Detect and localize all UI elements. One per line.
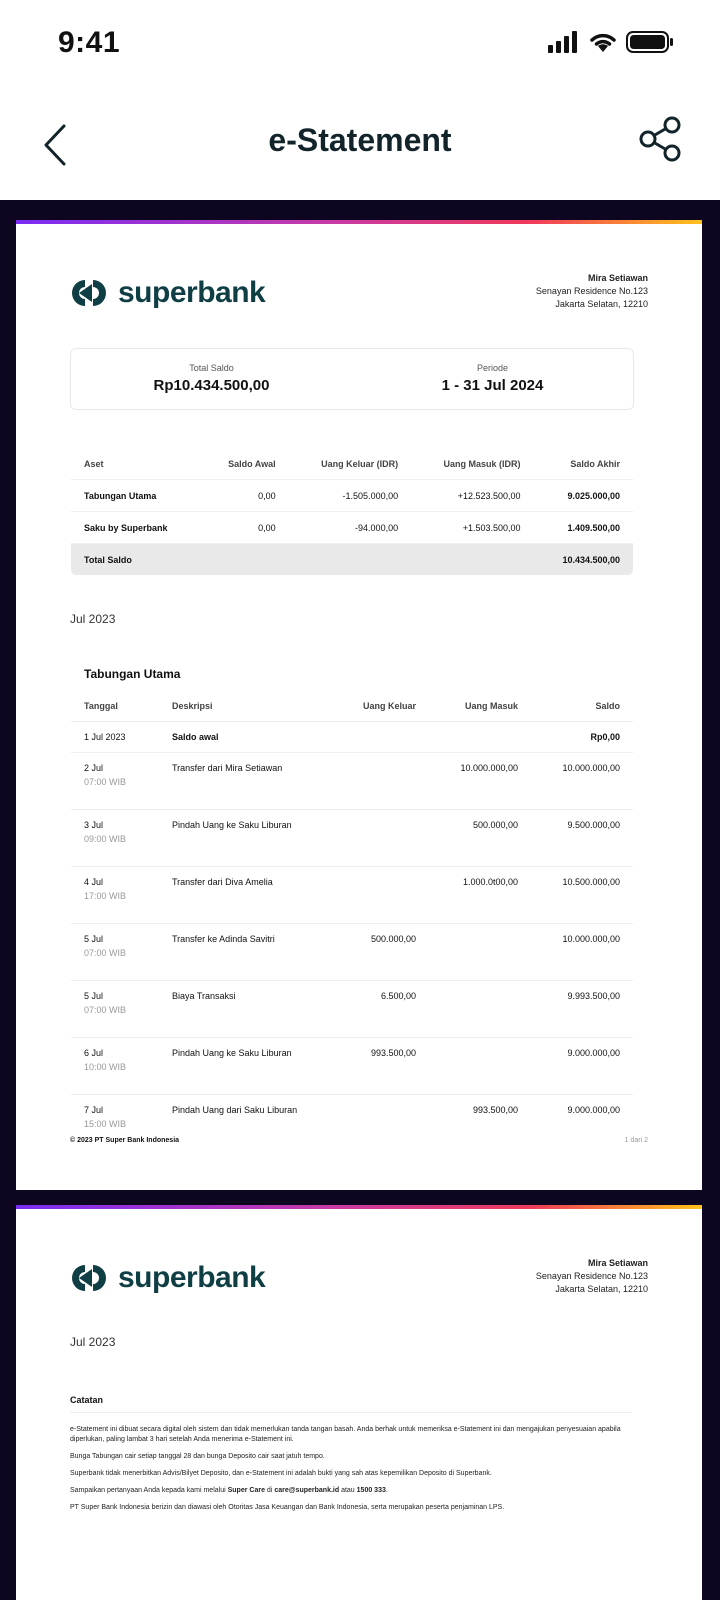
asset-out: -1.505.000,00 <box>289 480 411 512</box>
summary-card <box>70 348 634 410</box>
tx-out <box>336 753 429 810</box>
tx-out: 993.500,00 <box>336 1038 429 1095</box>
asset-name: Tabungan Utama <box>71 480 202 512</box>
superbank-logo <box>70 1261 265 1295</box>
transactions-table <box>70 690 634 1152</box>
period-value: 1 - 31 Jul 2024 <box>441 377 544 394</box>
page-title: e-Statement <box>268 122 452 158</box>
address-line-1: Senayan Residence No.123 <box>535 1271 648 1281</box>
tx-in <box>429 924 531 981</box>
tx-date: 5 Jul 07:00 WIB <box>71 924 160 981</box>
tx-balance: Rp0,00 <box>531 722 634 753</box>
address-line-2: Jakarta Selatan, 12210 <box>555 299 648 309</box>
table-row <box>71 867 634 924</box>
total-row <box>71 544 634 576</box>
tx-in: 1.000.0t00,00 <box>429 867 531 924</box>
footer-copyright: © 2023 PT Super Bank Indonesia <box>70 1137 180 1144</box>
tx-time: 17:00 WIB <box>84 891 127 901</box>
note-contact: Sampaikan pertanyaan Anda kepada kami melalui Super Care di care@superbank.id atau 1500 333. <box>70 1487 388 1494</box>
tx-date: 6 Jul 10:00 WIB <box>71 1038 160 1095</box>
tx-in <box>429 981 531 1038</box>
address-line-1: Senayan Residence No.123 <box>535 286 648 296</box>
tx-in: 500.000,00 <box>429 810 531 867</box>
battery-icon <box>626 30 674 54</box>
total-balance-value: Rp10.434.500,00 <box>153 377 270 394</box>
asset-end: 9.025.000,00 <box>534 480 634 512</box>
statement-viewer[interactable] <box>0 200 720 1600</box>
col-header: Saldo Akhir <box>534 448 634 480</box>
tx-desc: Pindah Uang ke Saku Liburan <box>159 810 336 867</box>
tx-date: 4 Jul 17:00 WIB <box>71 867 160 924</box>
customer-address <box>536 1257 648 1296</box>
tx-desc: Transfer dari Mira Setiawan <box>159 753 336 810</box>
tx-time: 07:00 WIB <box>84 1005 127 1015</box>
customer-address <box>536 272 648 311</box>
tx-date: 2 Jul 07:00 WIB <box>71 753 160 810</box>
signal-icon <box>548 31 580 53</box>
status-time: 9:41 <box>58 26 121 59</box>
wifi-icon <box>588 31 618 53</box>
page-number: 1 dari 2 <box>624 1137 648 1144</box>
nav-bar <box>0 90 720 200</box>
notes-title: Catatan <box>70 1395 632 1413</box>
month-heading: Jul 2023 <box>70 612 116 626</box>
note-item: PT Super Bank Indonesia berizin dan diawasi oleh Otoritas Jasa Keuangan dan Bank Indonesia, serta merupakan peserta penjaminan LPS. <box>70 1504 505 1511</box>
total-balance-label: Total Saldo <box>189 363 234 373</box>
tx-out <box>336 810 429 867</box>
tx-balance: 9.993.500,00 <box>531 981 634 1038</box>
tx-in <box>429 1038 531 1095</box>
tx-balance: 10.000.000,00 <box>531 753 634 810</box>
tx-date: 5 Jul 07:00 WIB <box>71 981 160 1038</box>
superbank-logo-icon <box>70 1263 108 1293</box>
account-title: Tabungan Utama <box>84 667 181 681</box>
tx-balance: 9.000.000,00 <box>567 1105 620 1115</box>
total-label: Total Saldo <box>71 544 202 576</box>
month-heading: Jul 2023 <box>70 1335 116 1349</box>
asset-name: Saku by Superbank <box>71 512 202 544</box>
total-balance <box>71 349 352 409</box>
table-row <box>71 981 634 1038</box>
tx-header-row <box>71 691 634 722</box>
tx-balance: 9.000.000,00 <box>531 1038 634 1095</box>
tx-balance: 10.000.000,00 <box>531 924 634 981</box>
tx-time: 10:00 WIB <box>84 1062 127 1072</box>
tx-time: 07:00 WIB <box>84 948 127 958</box>
tx-out <box>336 1095 429 1152</box>
table-row <box>71 512 634 544</box>
col-header: Deskripsi <box>159 691 336 722</box>
assets-header-row <box>71 448 634 480</box>
asset-start: 0,00 <box>201 512 288 544</box>
note-item: Bunga Tabungan cair setiap tanggal 28 dan bunga Deposito cair saat jatuh tempo. <box>70 1453 325 1460</box>
tx-date: 3 Jul 09:00 WIB <box>71 810 160 867</box>
status-icons <box>548 30 674 54</box>
tx-date: 1 Jul 2023 <box>71 722 160 753</box>
tx-desc: Saldo awal <box>159 722 336 753</box>
tx-time: 07:00 WIB <box>84 777 127 787</box>
tx-desc: Transfer dari Diva Amelia <box>159 867 336 924</box>
tx-date: 7 Jul 15:00 WIB <box>71 1095 160 1152</box>
contact-channel: Super Care <box>227 1487 265 1494</box>
tx-desc: Pindah Uang dari Saku Liburan <box>172 1105 298 1115</box>
gradient-bar <box>16 1205 702 1209</box>
col-header: Uang Keluar (IDR) <box>289 448 411 480</box>
table-row <box>71 480 634 512</box>
tx-desc: Transfer ke Adinda Savitri <box>159 924 336 981</box>
contact-phone[interactable]: 1500 333 <box>356 1487 386 1494</box>
customer-name: Mira Setiawan <box>587 1258 648 1268</box>
asset-in: +12.523.500,00 <box>411 480 533 512</box>
col-header: Saldo <box>531 691 634 722</box>
customer-name: Mira Setiawan <box>587 273 648 283</box>
assets-table <box>70 447 634 576</box>
col-header: Aset <box>71 448 202 480</box>
asset-in: +1.503.500,00 <box>411 512 533 544</box>
contact-email[interactable]: care@superbank.id <box>274 1487 340 1494</box>
table-row <box>71 1038 634 1095</box>
table-row <box>71 810 634 867</box>
tx-desc: Pindah Uang ke Saku Liburan <box>159 1038 336 1095</box>
col-header: Saldo Awal <box>201 448 288 480</box>
col-header: Tanggal <box>71 691 160 722</box>
superbank-logo <box>70 276 265 310</box>
statement-page-2 <box>16 1205 702 1605</box>
col-header: Uang Keluar <box>336 691 429 722</box>
notes-list <box>70 1425 632 1520</box>
statement-page-1 <box>16 220 702 1190</box>
tx-desc: Biaya Transaksi <box>159 981 336 1038</box>
tx-out: 6.500,00 <box>336 981 429 1038</box>
col-header: Uang Masuk <box>429 691 531 722</box>
tx-in: 993.500,00 <box>472 1105 518 1115</box>
note-item: e-Statement ini dibuat secara digital oleh sistem dan tidak memerlukan tanda tangan basah. Anda berhak untuk memeriksa e-Statement ini dan mengajukan penyesuaian apabila diperlukan, paling lambat 3 hari setelah Anda menerima e-Statement ini. <box>70 1426 621 1443</box>
table-row <box>71 753 634 810</box>
period-label: Periode <box>476 363 509 373</box>
note-item: Superbank tidak menerbitkan Advis/Bilyet Deposito, dan e-Statement ini adalah bukti yang sah atas kepemilikan Deposito di Superbank. <box>70 1470 492 1477</box>
address-line-2: Jakarta Selatan, 12210 <box>555 1284 648 1294</box>
tx-balance: 10.500.000,00 <box>531 867 634 924</box>
opening-row <box>71 722 634 753</box>
tx-time: 15:00 WIB <box>84 1119 127 1129</box>
superbank-logo-icon <box>70 278 108 308</box>
tx-balance: 9.500.000,00 <box>531 810 634 867</box>
col-header: Uang Masuk (IDR) <box>411 448 533 480</box>
tx-out: 500.000,00 <box>336 924 429 981</box>
period <box>352 349 633 409</box>
logo-text: superbank <box>118 1261 266 1294</box>
gradient-bar <box>16 220 702 224</box>
asset-end: 1.409.500,00 <box>534 512 634 544</box>
asset-start: 0,00 <box>201 480 288 512</box>
tx-time: 09:00 WIB <box>84 834 127 844</box>
share-icon[interactable] <box>638 116 684 162</box>
logo-text: superbank <box>118 276 266 309</box>
table-row <box>71 924 634 981</box>
status-bar <box>0 0 720 90</box>
tx-out <box>336 867 429 924</box>
tx-in: 10.000.000,00 <box>429 753 531 810</box>
asset-out: -94.000,00 <box>289 512 411 544</box>
total-value: 10.434.500,00 <box>534 544 634 576</box>
